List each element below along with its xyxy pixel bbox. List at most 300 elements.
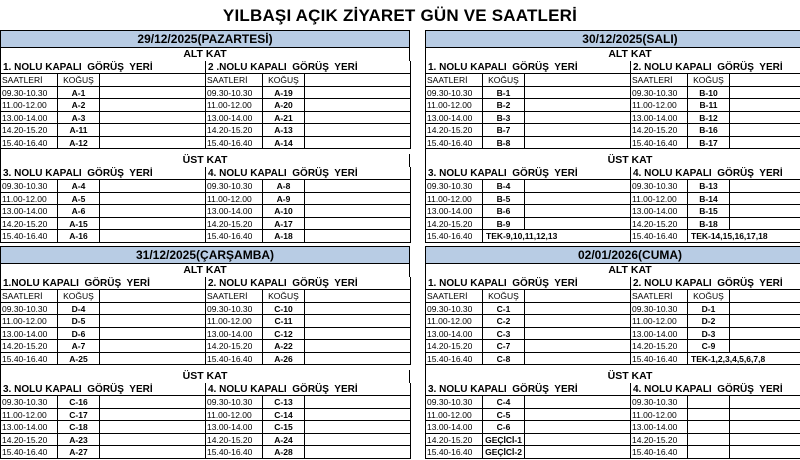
table-header-row [631, 290, 800, 303]
table-row [1, 421, 206, 434]
ward-cell [688, 446, 730, 459]
empty-cell [525, 99, 631, 112]
page-title: YILBAŞI AÇIK ZİYARET GÜN VE SAATLERİ [222, 6, 578, 25]
table-row [206, 446, 411, 459]
time-slot-cell: 14.20-15.20 [206, 124, 263, 137]
ward-cell: B-4 [483, 180, 525, 193]
table-row [426, 421, 631, 434]
empty-cell [730, 99, 800, 112]
table-header-row [206, 74, 411, 87]
yard-title: 1. NOLU KAPALI GÖRÜŞ YERİ [1, 61, 206, 74]
yard-title: 1.NOLU KAPALI GÖRÜŞ YERİ [1, 277, 206, 290]
upper-floor-label: ÜST KAT [1, 370, 410, 383]
empty-cell [100, 137, 206, 150]
time-slot-cell: 14.20-15.20 [1, 434, 58, 447]
ward-cell: B-9 [483, 218, 525, 231]
ward-cell: D-2 [688, 315, 730, 328]
ward-cell: A-20 [263, 99, 305, 112]
ward-cell: A-12 [58, 137, 100, 150]
time-slot-cell: 09.30-10.30 [426, 303, 483, 316]
yard-title: 3. NOLU KAPALI GÖRÜŞ YERİ [1, 383, 206, 396]
table-row [426, 87, 631, 100]
empty-cell [305, 446, 411, 459]
ward-cell: C-11 [263, 315, 305, 328]
time-slot-cell: 13.00-14.00 [631, 421, 688, 434]
visit-yard-table [426, 277, 631, 365]
time-slot-cell: 11.00-12.00 [426, 99, 483, 112]
table-row [1, 99, 206, 112]
time-slot-cell: 13.00-14.00 [1, 328, 58, 341]
table-row [631, 180, 800, 193]
empty-cell [730, 205, 800, 218]
table-row [1, 340, 206, 353]
time-slot-cell: 11.00-12.00 [206, 315, 263, 328]
table-row [206, 396, 411, 409]
time-column-header: SAATLERİ [1, 74, 58, 87]
time-slot-cell: 13.00-14.00 [1, 421, 58, 434]
empty-cell [525, 315, 631, 328]
time-slot-cell: 15.40-16.40 [1, 353, 58, 366]
table-row [426, 218, 631, 231]
empty-cell [305, 112, 411, 125]
ward-cell: B-11 [688, 99, 730, 112]
empty-cell [305, 340, 411, 353]
table-row [1, 87, 206, 100]
table-row [426, 434, 631, 447]
empty-cell [525, 112, 631, 125]
ward-cell: A-8 [263, 180, 305, 193]
lower-floor-label: ALT KAT [1, 48, 410, 61]
visit-yard-table [426, 167, 631, 243]
table-row [206, 137, 411, 150]
time-slot-cell: 14.20-15.20 [631, 218, 688, 231]
time-slot-cell: 11.00-12.00 [1, 99, 58, 112]
table-row [206, 112, 411, 125]
yard-title: 4. NOLU KAPALI GÖRÜŞ YERİ [631, 383, 800, 396]
empty-cell [100, 409, 206, 422]
empty-cell [525, 205, 631, 218]
yard-pair [426, 277, 800, 365]
ward-cell: B-13 [688, 180, 730, 193]
ward-cell: C-9 [688, 340, 730, 353]
day-block [425, 30, 800, 243]
table-row [206, 205, 411, 218]
ward-cell: A-27 [58, 446, 100, 459]
empty-cell [305, 353, 411, 366]
time-slot-cell: 13.00-14.00 [206, 421, 263, 434]
ward-cell: A-18 [263, 230, 305, 243]
empty-cell [305, 409, 411, 422]
table-row [206, 434, 411, 447]
table-row [206, 303, 411, 316]
empty-cell [100, 353, 206, 366]
ward-cell: A-19 [263, 87, 305, 100]
empty-cell [525, 340, 631, 353]
table-row [631, 396, 800, 409]
visit-yard-table [206, 383, 411, 459]
table-row [1, 230, 206, 243]
time-slot-cell: 13.00-14.00 [1, 112, 58, 125]
empty-cell [305, 290, 411, 303]
ward-cell: D-3 [688, 328, 730, 341]
time-slot-cell: 15.40-16.40 [426, 137, 483, 150]
table-row [631, 303, 800, 316]
table-row [426, 180, 631, 193]
ward-column-header: KOĞUŞ [58, 74, 100, 87]
time-slot-cell: 14.20-15.20 [206, 218, 263, 231]
empty-cell [100, 112, 206, 125]
table-row [631, 353, 800, 366]
ward-cell: D-6 [58, 328, 100, 341]
empty-cell [100, 396, 206, 409]
ward-cell: C-16 [58, 396, 100, 409]
table-header-row [426, 290, 631, 303]
time-slot-cell: 11.00-12.00 [631, 409, 688, 422]
empty-cell [305, 74, 411, 87]
yard-title: 3. NOLU KAPALI GÖRÜŞ YERİ [1, 167, 206, 180]
empty-cell [305, 180, 411, 193]
time-slot-cell: 14.20-15.20 [1, 218, 58, 231]
yard-title: 1. NOLU KAPALI GÖRÜŞ YERİ [426, 61, 631, 74]
yard-title: 2. NOLU KAPALI GÖRÜŞ YERİ [206, 277, 411, 290]
table-row [426, 328, 631, 341]
day-header: 31/12/2025(ÇARŞAMBA) [1, 247, 410, 264]
day-block [0, 30, 410, 243]
ward-cell: B-15 [688, 205, 730, 218]
ward-cell: B-3 [483, 112, 525, 125]
time-slot-cell: 13.00-14.00 [631, 112, 688, 125]
empty-cell [305, 328, 411, 341]
ward-column-header: KOĞUŞ [58, 290, 100, 303]
visit-yard-table [631, 383, 800, 459]
ward-cell: C-5 [483, 409, 525, 422]
time-slot-cell: 11.00-12.00 [206, 99, 263, 112]
table-row [631, 340, 800, 353]
time-slot-cell: 13.00-14.00 [426, 112, 483, 125]
ward-cell: A-15 [58, 218, 100, 231]
empty-cell [730, 124, 800, 137]
ward-column-header: KOĞUŞ [688, 290, 730, 303]
time-slot-cell: 14.20-15.20 [1, 124, 58, 137]
ward-cell: B-2 [483, 99, 525, 112]
table-row [426, 112, 631, 125]
time-slot-cell: 11.00-12.00 [426, 409, 483, 422]
ward-cell: A-9 [263, 193, 305, 206]
visit-yard-table [206, 61, 411, 149]
time-slot-cell: 11.00-12.00 [631, 315, 688, 328]
empty-cell [305, 421, 411, 434]
table-row [1, 205, 206, 218]
table-row [1, 353, 206, 366]
time-slot-cell: 09.30-10.30 [206, 180, 263, 193]
time-slot-cell: 09.30-10.30 [631, 396, 688, 409]
ward-cell: C-8 [483, 353, 525, 366]
table-header-row [1, 290, 206, 303]
time-slot-cell: 14.20-15.20 [631, 434, 688, 447]
empty-cell [525, 446, 631, 459]
table-row [206, 230, 411, 243]
visit-yard-table [426, 383, 631, 459]
time-slot-cell: 09.30-10.30 [1, 303, 58, 316]
empty-cell [730, 137, 800, 150]
empty-cell [730, 446, 800, 459]
table-row [631, 205, 800, 218]
empty-cell [100, 340, 206, 353]
ward-cell: A-26 [263, 353, 305, 366]
empty-cell [730, 409, 800, 422]
empty-cell [525, 87, 631, 100]
yard-title: 4. NOLU KAPALI GÖRÜŞ YERİ [206, 383, 411, 396]
upper-floor-label: ÜST KAT [1, 154, 410, 167]
table-row [426, 99, 631, 112]
table-header-row [206, 290, 411, 303]
yard-title: 2 .NOLU KAPALI GÖRÜŞ YERİ [206, 61, 411, 74]
ward-cell: A-5 [58, 193, 100, 206]
ward-cell: C-2 [483, 315, 525, 328]
ward-cell: A-3 [58, 112, 100, 125]
empty-cell [100, 315, 206, 328]
time-slot-cell: 11.00-12.00 [1, 409, 58, 422]
table-row [631, 87, 800, 100]
empty-cell [100, 87, 206, 100]
time-slot-cell: 09.30-10.30 [631, 180, 688, 193]
ward-cell: B-8 [483, 137, 525, 150]
table-row [206, 421, 411, 434]
empty-cell [100, 328, 206, 341]
upper-floor-label: ÜST KAT [426, 154, 800, 167]
empty-cell [525, 303, 631, 316]
ward-cell: C-4 [483, 396, 525, 409]
table-row [206, 180, 411, 193]
time-slot-cell: 11.00-12.00 [426, 315, 483, 328]
empty-cell [525, 396, 631, 409]
ward-cell: A-10 [263, 205, 305, 218]
ward-cell: TEK-1,2,3,4,5,6,7,8 [688, 353, 800, 366]
ward-cell: A-21 [263, 112, 305, 125]
table-row [1, 434, 206, 447]
empty-cell [305, 137, 411, 150]
visit-yard-table [206, 277, 411, 365]
visit-yard-table [206, 167, 411, 243]
empty-cell [525, 193, 631, 206]
time-slot-cell: 09.30-10.30 [1, 396, 58, 409]
ward-cell: B-1 [483, 87, 525, 100]
time-column-header: SAATLERİ [426, 290, 483, 303]
empty-cell [730, 396, 800, 409]
time-slot-cell: 14.20-15.20 [206, 434, 263, 447]
visit-yard-table [631, 167, 800, 243]
time-slot-cell: 09.30-10.30 [631, 303, 688, 316]
empty-cell [305, 315, 411, 328]
empty-cell [305, 434, 411, 447]
empty-cell [100, 446, 206, 459]
table-row [206, 328, 411, 341]
empty-cell [525, 409, 631, 422]
empty-cell [730, 180, 800, 193]
ward-cell: B-6 [483, 205, 525, 218]
ward-cell: A-23 [58, 434, 100, 447]
time-slot-cell: 09.30-10.30 [426, 180, 483, 193]
table-row [206, 340, 411, 353]
empty-cell [525, 328, 631, 341]
ward-cell: A-2 [58, 99, 100, 112]
table-row [426, 303, 631, 316]
empty-cell [525, 218, 631, 231]
ward-cell: C-6 [483, 421, 525, 434]
time-slot-cell: 11.00-12.00 [206, 409, 263, 422]
time-slot-cell: 15.40-16.40 [631, 137, 688, 150]
ward-cell: D-1 [688, 303, 730, 316]
empty-cell [100, 218, 206, 231]
time-slot-cell: 09.30-10.30 [631, 87, 688, 100]
time-slot-cell: 15.40-16.40 [206, 230, 263, 243]
ward-cell [688, 434, 730, 447]
table-row [631, 315, 800, 328]
yard-title: 2. NOLU KAPALI GÖRÜŞ YERİ [631, 277, 800, 290]
time-slot-cell: 13.00-14.00 [426, 328, 483, 341]
time-slot-cell: 14.20-15.20 [631, 124, 688, 137]
time-slot-cell: 15.40-16.40 [426, 446, 483, 459]
yard-pair [1, 383, 410, 459]
ward-cell: C-17 [58, 409, 100, 422]
yard-pair [426, 167, 800, 243]
empty-cell [305, 87, 411, 100]
table-row [1, 409, 206, 422]
table-row [631, 328, 800, 341]
ward-cell: A-25 [58, 353, 100, 366]
empty-cell [305, 230, 411, 243]
time-slot-cell: 15.40-16.40 [426, 230, 483, 243]
empty-cell [730, 112, 800, 125]
visit-yard-table [1, 383, 206, 459]
table-row [631, 409, 800, 422]
time-slot-cell: 14.20-15.20 [631, 340, 688, 353]
table-row [631, 218, 800, 231]
table-row [631, 434, 800, 447]
empty-cell [100, 74, 206, 87]
time-column-header: SAATLERİ [206, 74, 263, 87]
table-row [206, 87, 411, 100]
ward-cell: A-13 [263, 124, 305, 137]
ward-cell: B-12 [688, 112, 730, 125]
table-row [1, 396, 206, 409]
empty-cell [730, 328, 800, 341]
yard-pair [426, 383, 800, 459]
table-row [426, 193, 631, 206]
table-row [206, 315, 411, 328]
table-row [631, 230, 800, 243]
table-row [426, 353, 631, 366]
empty-cell [100, 205, 206, 218]
yard-pair [1, 61, 410, 149]
ward-cell: B-18 [688, 218, 730, 231]
ward-cell: B-5 [483, 193, 525, 206]
time-slot-cell: 15.40-16.40 [426, 353, 483, 366]
empty-cell [305, 124, 411, 137]
table-row [1, 218, 206, 231]
time-slot-cell: 13.00-14.00 [1, 205, 58, 218]
time-slot-cell: 11.00-12.00 [631, 99, 688, 112]
ward-cell: B-16 [688, 124, 730, 137]
table-header-row [1, 74, 206, 87]
lower-floor-label: ALT KAT [1, 264, 410, 277]
table-row [426, 446, 631, 459]
empty-cell [100, 180, 206, 193]
table-row [426, 396, 631, 409]
time-slot-cell: 09.30-10.30 [206, 396, 263, 409]
time-slot-cell: 11.00-12.00 [1, 193, 58, 206]
time-slot-cell: 15.40-16.40 [206, 446, 263, 459]
ward-cell: TEK-14,15,16,17,18 [688, 230, 800, 243]
ward-cell: A-4 [58, 180, 100, 193]
yard-title: 3. NOLU KAPALI GÖRÜŞ YERİ [426, 167, 631, 180]
ward-cell: A-24 [263, 434, 305, 447]
ward-cell: A-28 [263, 446, 305, 459]
visit-yard-table [426, 61, 631, 149]
table-row [1, 124, 206, 137]
ward-cell: D-4 [58, 303, 100, 316]
table-row [206, 99, 411, 112]
time-slot-cell: 14.20-15.20 [426, 218, 483, 231]
ward-cell: C-1 [483, 303, 525, 316]
time-slot-cell: 13.00-14.00 [426, 205, 483, 218]
empty-cell [730, 434, 800, 447]
time-column-header: SAATLERİ [426, 74, 483, 87]
empty-cell [100, 421, 206, 434]
table-row [206, 218, 411, 231]
table-row [426, 205, 631, 218]
time-slot-cell: 09.30-10.30 [426, 87, 483, 100]
table-row [206, 409, 411, 422]
day-block [0, 246, 410, 459]
empty-cell [730, 303, 800, 316]
visit-yard-table [1, 277, 206, 365]
yard-pair [1, 277, 410, 365]
table-row [631, 446, 800, 459]
empty-cell [305, 99, 411, 112]
table-header-row [631, 74, 800, 87]
lower-floor-label: ALT KAT [426, 48, 800, 61]
ward-cell: C-10 [263, 303, 305, 316]
empty-cell [305, 193, 411, 206]
ward-cell: C-18 [58, 421, 100, 434]
empty-cell [100, 230, 206, 243]
table-row [631, 421, 800, 434]
time-slot-cell: 14.20-15.20 [206, 340, 263, 353]
ward-cell: C-7 [483, 340, 525, 353]
time-slot-cell: 11.00-12.00 [426, 193, 483, 206]
ward-cell: TEK-9,10,11,12,13 [483, 230, 631, 243]
ward-cell: C-15 [263, 421, 305, 434]
empty-cell [730, 315, 800, 328]
day-header: 29/12/2025(PAZARTESİ) [1, 31, 410, 48]
empty-cell [525, 421, 631, 434]
table-row [631, 99, 800, 112]
visit-yard-table [631, 61, 800, 149]
ward-cell: A-6 [58, 205, 100, 218]
lower-floor-label: ALT KAT [426, 264, 800, 277]
time-slot-cell: 09.30-10.30 [1, 87, 58, 100]
time-slot-cell: 15.40-16.40 [1, 446, 58, 459]
table-row [1, 315, 206, 328]
time-slot-cell: 09.30-10.30 [426, 396, 483, 409]
ward-cell: C-13 [263, 396, 305, 409]
table-row [631, 124, 800, 137]
time-slot-cell: 13.00-14.00 [206, 205, 263, 218]
empty-cell [525, 74, 631, 87]
day-header: 02/01/2026(CUMA) [426, 247, 800, 264]
time-slot-cell: 09.30-10.30 [206, 87, 263, 100]
